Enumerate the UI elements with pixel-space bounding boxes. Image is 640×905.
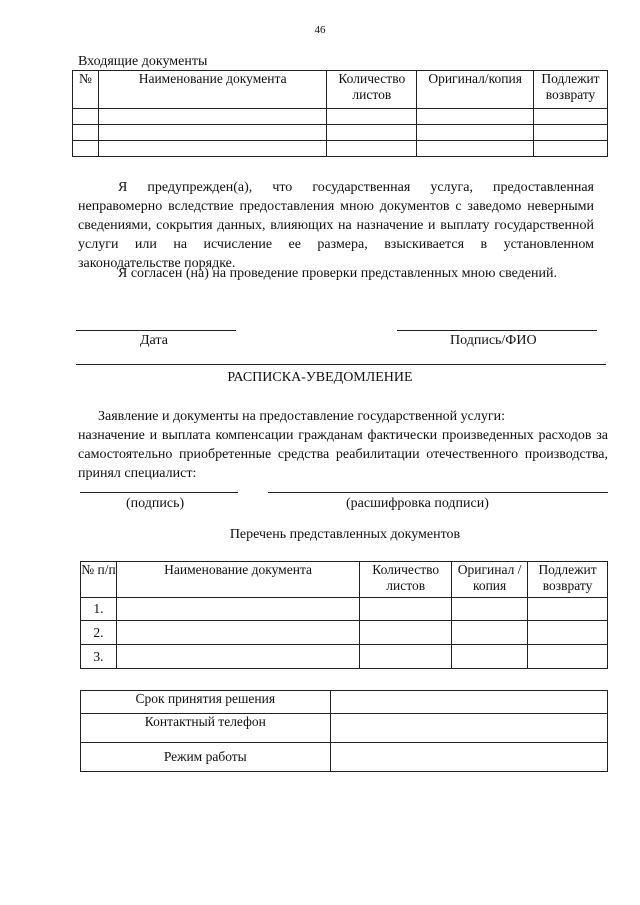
- info-label: Контактный телефон: [81, 714, 331, 743]
- incoming-header: Подлежит возврату: [534, 71, 608, 109]
- consent-paragraph: Я согласен (на) на проведение проверки представленных мною сведений.: [118, 266, 557, 281]
- incoming-header: Количество листов: [327, 71, 417, 109]
- incoming-title: Входящие документы: [78, 54, 208, 69]
- receipt-sign-label: (подпись): [126, 496, 185, 511]
- documents-header: Наименование документа: [116, 562, 359, 598]
- info-value: [330, 714, 607, 743]
- info-label: Срок принятия решения: [81, 691, 331, 714]
- incoming-header: Наименование документа: [98, 71, 326, 109]
- documents-header: № п/п: [81, 562, 117, 598]
- info-label: Режим работы: [81, 743, 331, 772]
- documents-table: [80, 561, 608, 669]
- table-row: [81, 691, 608, 714]
- info-value: [330, 691, 607, 714]
- info-value: [330, 743, 607, 772]
- date-line: [76, 330, 236, 331]
- receipt-decode-line: [268, 492, 608, 493]
- receipt-decode-label: (расшифровка подписи): [346, 496, 489, 511]
- incoming-header: №: [73, 71, 99, 109]
- documents-header: Количество листов: [360, 562, 452, 598]
- separator-line: [76, 364, 606, 365]
- table-row: 1.: [81, 598, 608, 621]
- signature-line: [397, 330, 597, 331]
- receipt-service-text: назначение и выплата компенсации гражданам фактически произведенных расходов за самостоятельно приобретенные средства реабилитации отечественного производства, принял специалист:: [78, 428, 608, 481]
- incoming-table: [72, 70, 608, 157]
- incoming-header: Оригинал/копия: [417, 71, 534, 109]
- list-title: Перечень представленных документов: [229, 527, 461, 542]
- receipt-sign-line: [80, 492, 238, 493]
- receipt-title: РАСПИСКА-УВЕДОМЛЕНИЕ: [227, 370, 413, 385]
- table-row: 2.: [81, 621, 608, 645]
- page-number: 46: [314, 24, 326, 36]
- table-row: [81, 743, 608, 772]
- table-row: [73, 125, 608, 141]
- signature-label: Подпись/ФИО: [450, 333, 537, 348]
- documents-header: Подлежит возврату: [528, 562, 608, 598]
- date-label: Дата: [140, 333, 168, 348]
- table-row: [73, 109, 608, 125]
- table-row: [73, 141, 608, 157]
- receipt-intro: Заявление и документы на предоставление государственной услуги:: [98, 409, 505, 424]
- documents-header: Оригинал /копия: [452, 562, 528, 598]
- table-row: [81, 714, 608, 743]
- table-row: 3.: [81, 645, 608, 669]
- warning-paragraph: Я предупрежден(а), что государственная услуга, предоставленная неправомерно вследствие предоставления мною документов с заведомо неверными сведениями, сокрытия данных, влияющих на назначение и выплату государственной услуги или на исчисление ее размера, взыскивается в установленном законодательстве порядке.: [78, 180, 594, 271]
- info-table: [80, 690, 608, 772]
